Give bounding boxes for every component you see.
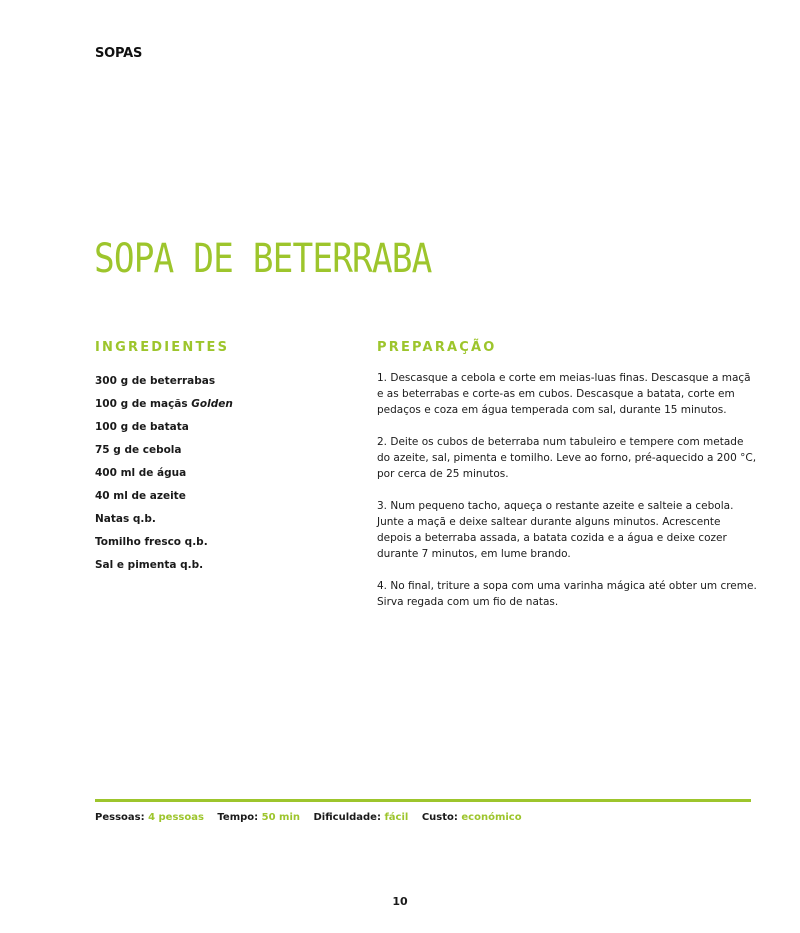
ingredient-text: Tomilho fresco q.b. bbox=[95, 536, 208, 548]
ingredient-item bbox=[95, 439, 355, 462]
info-time-value: 50 min bbox=[261, 812, 301, 823]
ingredient-variety: Golden bbox=[191, 398, 233, 410]
info-difficulty bbox=[314, 812, 409, 823]
preparation-step-1: 1. Descasque a cebola e corte em meias-luas finas. Descasque a maçã e as beterrabas e corte-as em cubos. Descasque a batata, corte em pedaços e coza em água temperada com sal, durante 15 minutos. bbox=[377, 372, 751, 416]
ingredient-item bbox=[95, 554, 355, 577]
ingredients-list bbox=[95, 370, 355, 577]
ingredient-text: 300 g de beterrabas bbox=[95, 375, 216, 387]
ingredients-heading: INGREDIENTES bbox=[95, 340, 230, 355]
info-people bbox=[95, 812, 204, 823]
preparation-step-3: 3. Num pequeno tacho, aqueça o restante azeite e salteie a cebola. Junte a maçã e deixe saltear durante alguns minutos. Acrescente depois a beterraba assada, a batata cozida e a água e deixe cozer durante 7 minutos, em lume brando. bbox=[377, 500, 734, 560]
ingredient-item bbox=[95, 393, 355, 416]
recipe-title: SOPA DE BETERRABA bbox=[94, 236, 432, 282]
ingredient-item bbox=[95, 462, 355, 485]
ingredient-item bbox=[95, 508, 355, 531]
divider-rule bbox=[95, 799, 751, 802]
preparation-step-4: 4. No final, triture a sopa com uma varinha mágica até obter um creme. Sirva regada com um fio de natas. bbox=[377, 580, 757, 608]
info-time-label: Tempo: bbox=[217, 812, 259, 823]
info-people-label: Pessoas: bbox=[95, 812, 145, 823]
ingredient-item bbox=[95, 531, 355, 554]
info-cost bbox=[422, 812, 522, 823]
recipe-info-bar bbox=[95, 812, 532, 823]
ingredient-text: 100 g de batata bbox=[95, 421, 189, 433]
info-time bbox=[217, 812, 300, 823]
ingredient-text: 75 g de cebola bbox=[95, 444, 182, 456]
ingredient-text: 100 g de maçãs bbox=[95, 398, 192, 410]
info-cost-label: Custo: bbox=[421, 812, 458, 823]
ingredient-item bbox=[95, 370, 355, 393]
info-difficulty-label: Dificuldade: bbox=[313, 812, 381, 823]
info-people-value: 4 pessoas bbox=[148, 812, 204, 823]
ingredient-text: 400 ml de água bbox=[95, 467, 187, 479]
ingredient-item bbox=[95, 416, 355, 439]
info-cost-value: económico bbox=[461, 812, 522, 823]
ingredient-item bbox=[95, 485, 355, 508]
page-number: 10 bbox=[392, 895, 408, 908]
preparation-heading: PREPARAÇÃO bbox=[377, 340, 497, 355]
ingredient-text: Natas q.b. bbox=[95, 513, 156, 525]
preparation-steps bbox=[377, 370, 757, 626]
section-label: SOPAS bbox=[95, 46, 143, 61]
preparation-step-2: 2. Deite os cubos de beterraba num tabuleiro e tempere com metade do azeite, sal, pimenta e tomilho. Leve ao forno, pré-aquecido a 200 °C, por cerca de 25 minutos. bbox=[377, 436, 757, 480]
ingredient-text: 40 ml de azeite bbox=[95, 490, 186, 502]
ingredient-text: Sal e pimenta q.b. bbox=[95, 559, 204, 571]
info-difficulty-value: fácil bbox=[384, 812, 409, 823]
